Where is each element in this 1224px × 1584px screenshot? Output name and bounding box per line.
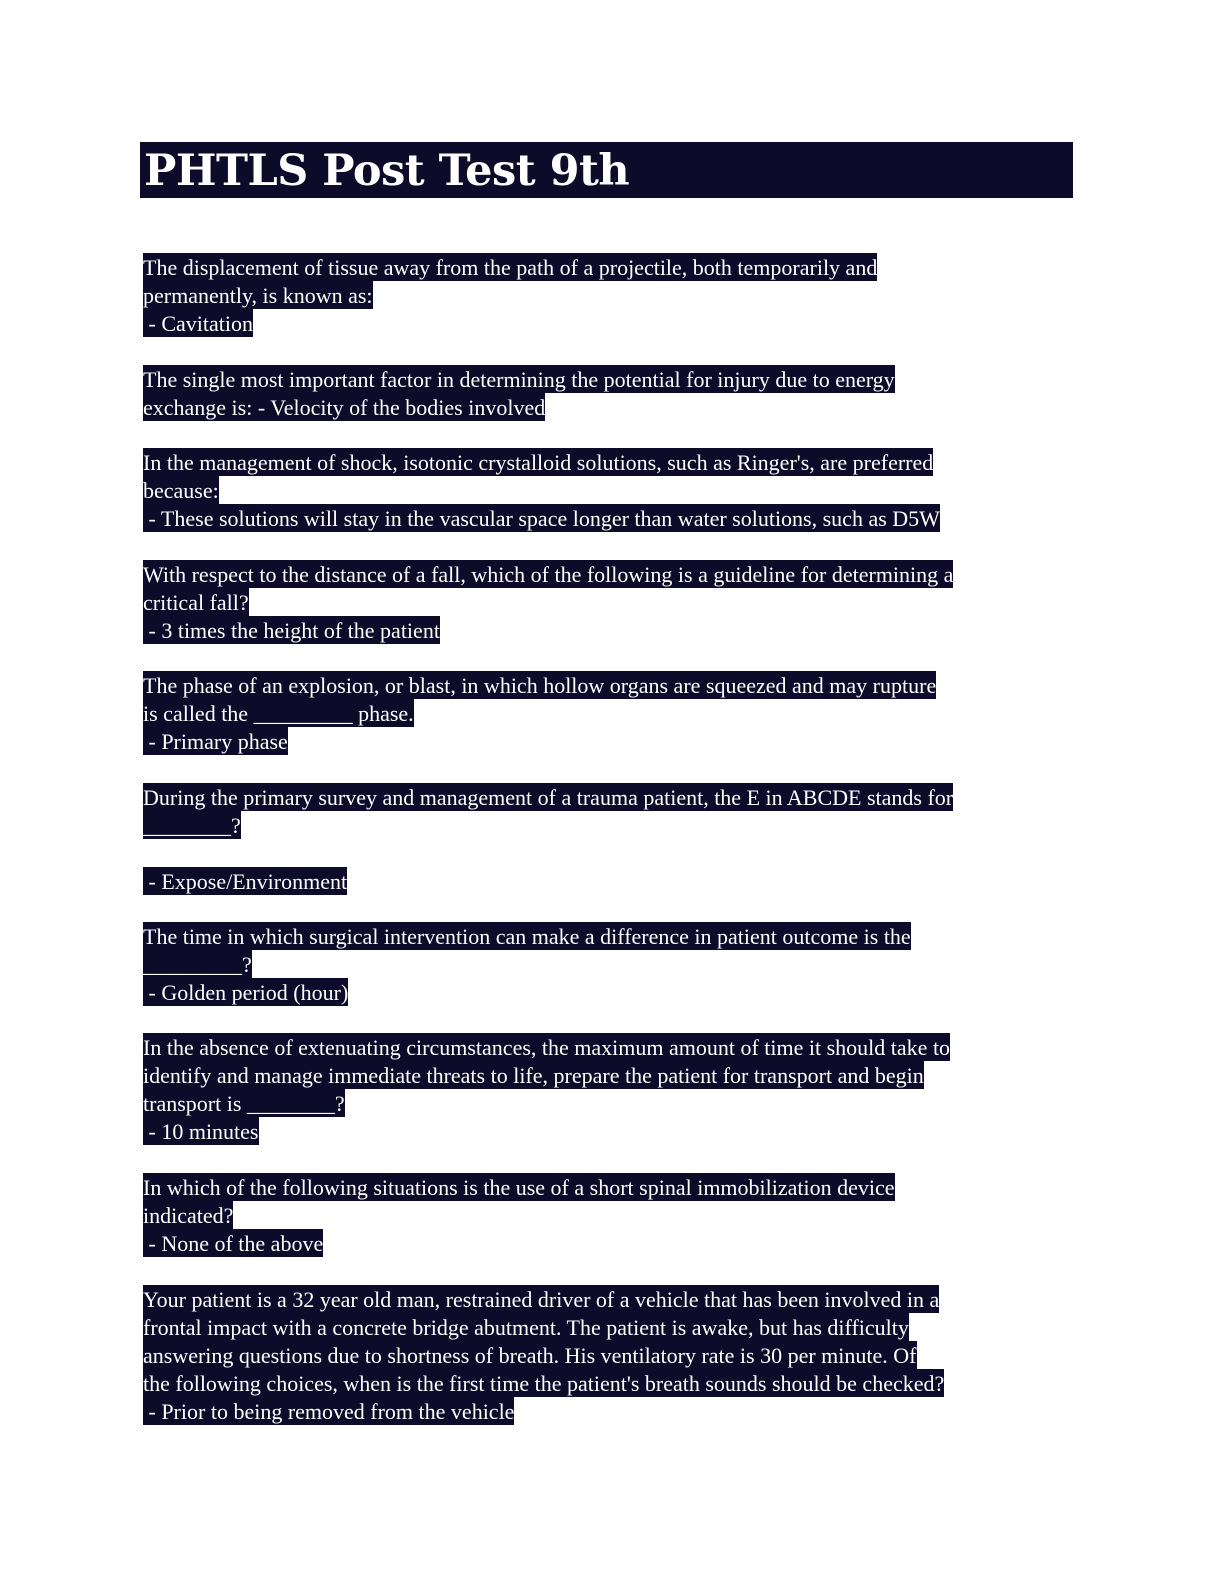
qa-item	[143, 1286, 1073, 1426]
answer-line: - Cavitation	[143, 311, 253, 336]
question-line: the following choices, when is the first time the patient's breath sounds should be checked?	[143, 1371, 945, 1396]
qa-item	[143, 1174, 1073, 1258]
answer-line: - 3 times the height of the patient	[143, 618, 440, 643]
question-line: answering questions due to shortness of breath. His ventilatory rate is 30 per minute. Of	[143, 1343, 917, 1368]
answer-line: - Primary phase	[143, 729, 288, 754]
question-line: Your patient is a 32 year old man, restrained driver of a vehicle that has been involved in a	[143, 1287, 940, 1312]
question-line: ________?	[143, 813, 241, 838]
question-line: In which of the following situations is the use of a short spinal immobilization device	[143, 1175, 895, 1200]
question-line: frontal impact with a concrete bridge abutment. The patient is awake, but has difficulty	[143, 1315, 909, 1340]
question-line: critical fall?	[143, 590, 249, 615]
qa-item	[143, 672, 1073, 756]
answer-line: - 10 minutes	[143, 1119, 259, 1144]
question-line: With respect to the distance of a fall, which of the following is a guideline for determining a	[143, 562, 954, 587]
answer-line: - None of the above	[143, 1231, 324, 1256]
title-bar	[140, 142, 1073, 198]
answer-line: - Golden period (hour)	[143, 980, 349, 1005]
question-line: The single most important factor in determining the potential for injury due to energy	[143, 367, 895, 392]
question-line: _________?	[143, 952, 252, 977]
question-line: permanently, is known as:	[143, 283, 373, 308]
question-line: In the management of shock, isotonic crystalloid solutions, such as Ringer's, are preferred	[143, 450, 934, 475]
qa-item	[143, 449, 1073, 533]
answer-line: exchange is: - Velocity of the bodies involved	[143, 395, 546, 420]
question-line: indicated?	[143, 1203, 234, 1228]
question-line: because:	[143, 478, 219, 503]
question-line: In the absence of extenuating circumstances, the maximum amount of time it should take to	[143, 1035, 951, 1060]
answer-line: - Prior to being removed from the vehicle	[143, 1399, 515, 1424]
question-line: The displacement of tissue away from the path of a projectile, both temporarily and	[143, 255, 878, 280]
question-line: During the primary survey and management of a trauma patient, the E in ABCDE stands for	[143, 785, 954, 810]
question-line: transport is ________?	[143, 1091, 345, 1116]
question-line: The phase of an explosion, or blast, in which hollow organs are squeezed and may rupture	[143, 673, 937, 698]
qa-item	[143, 1034, 1073, 1146]
qa-item	[143, 254, 1073, 338]
answer-line: - These solutions will stay in the vascular space longer than water solutions, such as D5W	[143, 506, 940, 531]
question-line: is called the _________ phase.	[143, 701, 414, 726]
question-line: The time in which surgical intervention can make a difference in patient outcome is the	[143, 924, 911, 949]
qa-item	[143, 923, 1073, 1007]
answer-line: - Expose/Environment	[143, 869, 348, 894]
spacer	[143, 840, 1073, 868]
question-line: identify and manage immediate threats to life, prepare the patient for transport and begin	[143, 1063, 924, 1088]
qa-item	[143, 366, 1073, 422]
qa-item	[143, 784, 1073, 896]
qa-item	[143, 561, 1073, 645]
page-title: PHTLS Post Test 9th	[144, 146, 630, 196]
